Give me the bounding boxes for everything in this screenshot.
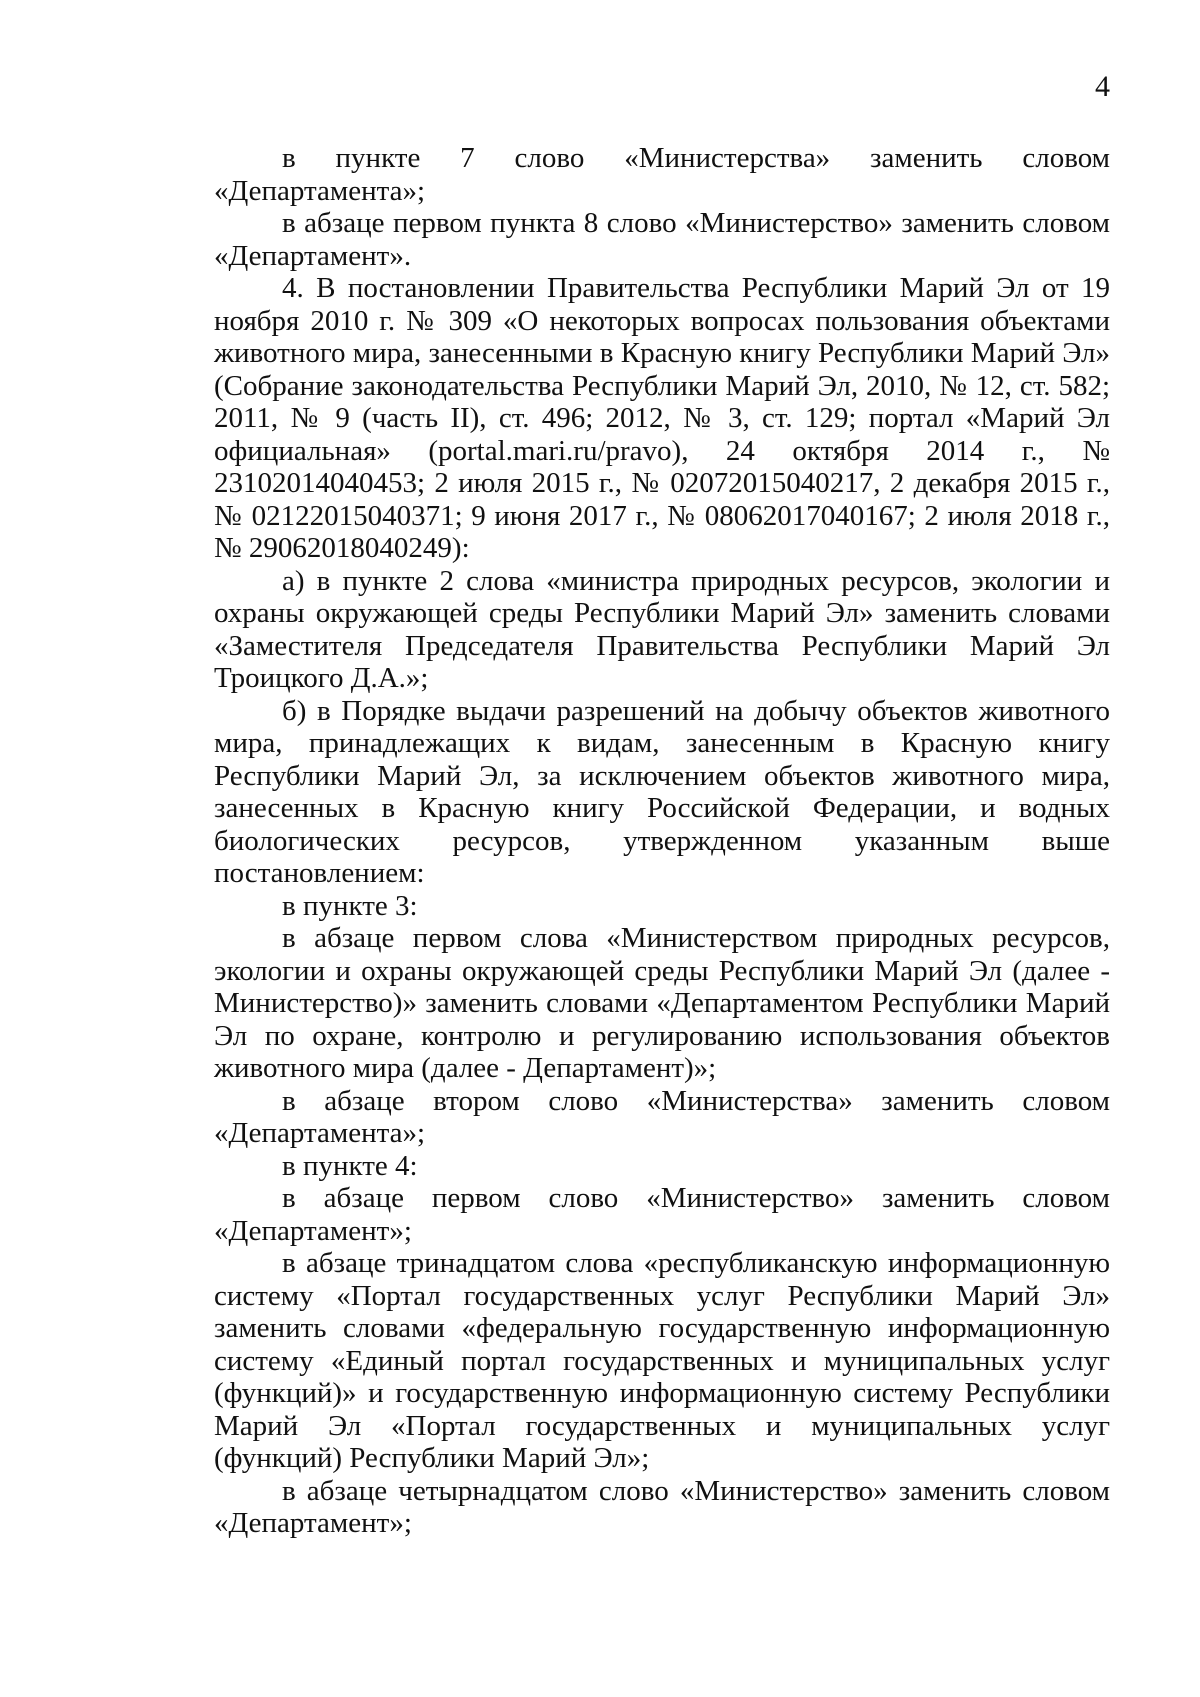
paragraph: в абзаце тринадцатом слова «республиканскую информационную систему «Портал государственных услуг Республики Марий Эл» заменить словами «федеральную государственную информационную систему «Единый портал государственных и муниципальных услуг (функций)» и государственную информационную систему Республики Марий Эл «Портал государственных и муниципальных услуг (функций) Республики Марий Эл»; [214,1247,1110,1474]
paragraph: б) в Порядке выдачи разрешений на добычу объектов животного мира, принадлежащих к видам, занесенным в Красную книгу Республики Марий Эл, за исключением объектов животного мира, занесенных в Красную книгу Российской Федерации, и водных биологических ресурсов, утвержденном указанным выше постановлением: [214,694,1110,889]
paragraph: в абзаце первом пункта 8 слово «Министерство» заменить словом «Департамент». [214,207,1110,272]
paragraph: а) в пункте 2 слова «министра природных ресурсов, экологии и охраны окружающей среды Республики Марий Эл» заменить словами «Заместителя Председателя Правительства Республики Марий Эл Троицкого Д.А.»; [214,564,1110,694]
page-number: 4 [1095,70,1110,103]
paragraph: в абзаце первом слово «Министерство» заменить словом «Департамент»; [214,1182,1110,1247]
document-body [214,142,1110,1540]
paragraph: в абзаце четырнадцатом слово «Министерство» заменить словом «Департамент»; [214,1474,1110,1539]
paragraph: в пункте 3: [282,889,418,922]
paragraph: 4. В постановлении Правительства Республики Марий Эл от 19 ноября 2010 г. № 309 «О некоторых вопросах пользования объектами животного мира, занесенными в Красную книгу Республики Марий Эл» (Собрание законодательства Республики Марий Эл, 2010, № 12, ст. 582; 2011, № 9 (часть II), ст. 496; 2012, № 3, ст. 129; портал «Марий Эл официальная» (portal.mari.ru/pravo), 24 октября 2014 г., № 23102014040453; 2 июля 2015 г., № 02072015040217, 2 декабря 2015 г., № 02122015040371; 9 июня 2017 г., № 08062017040167; 2 июля 2018 г., № 29062018040249): [214,272,1110,564]
paragraph: в абзаце втором слово «Министерства» заменить словом «Департамента»; [214,1084,1110,1149]
paragraph: в пункте 4: [282,1149,418,1182]
paragraph: в пункте 7 слово «Министерства» заменить словом «Департамента»; [214,142,1110,207]
paragraph: в абзаце первом слова «Министерством природных ресурсов, экологии и охраны окружающей среды Республики Марий Эл (далее - Министерство)» заменить словами «Департаментом Республики Марий Эл по охране, контролю и регулированию использования объектов животного мира (далее - Департамент)»; [214,922,1110,1084]
